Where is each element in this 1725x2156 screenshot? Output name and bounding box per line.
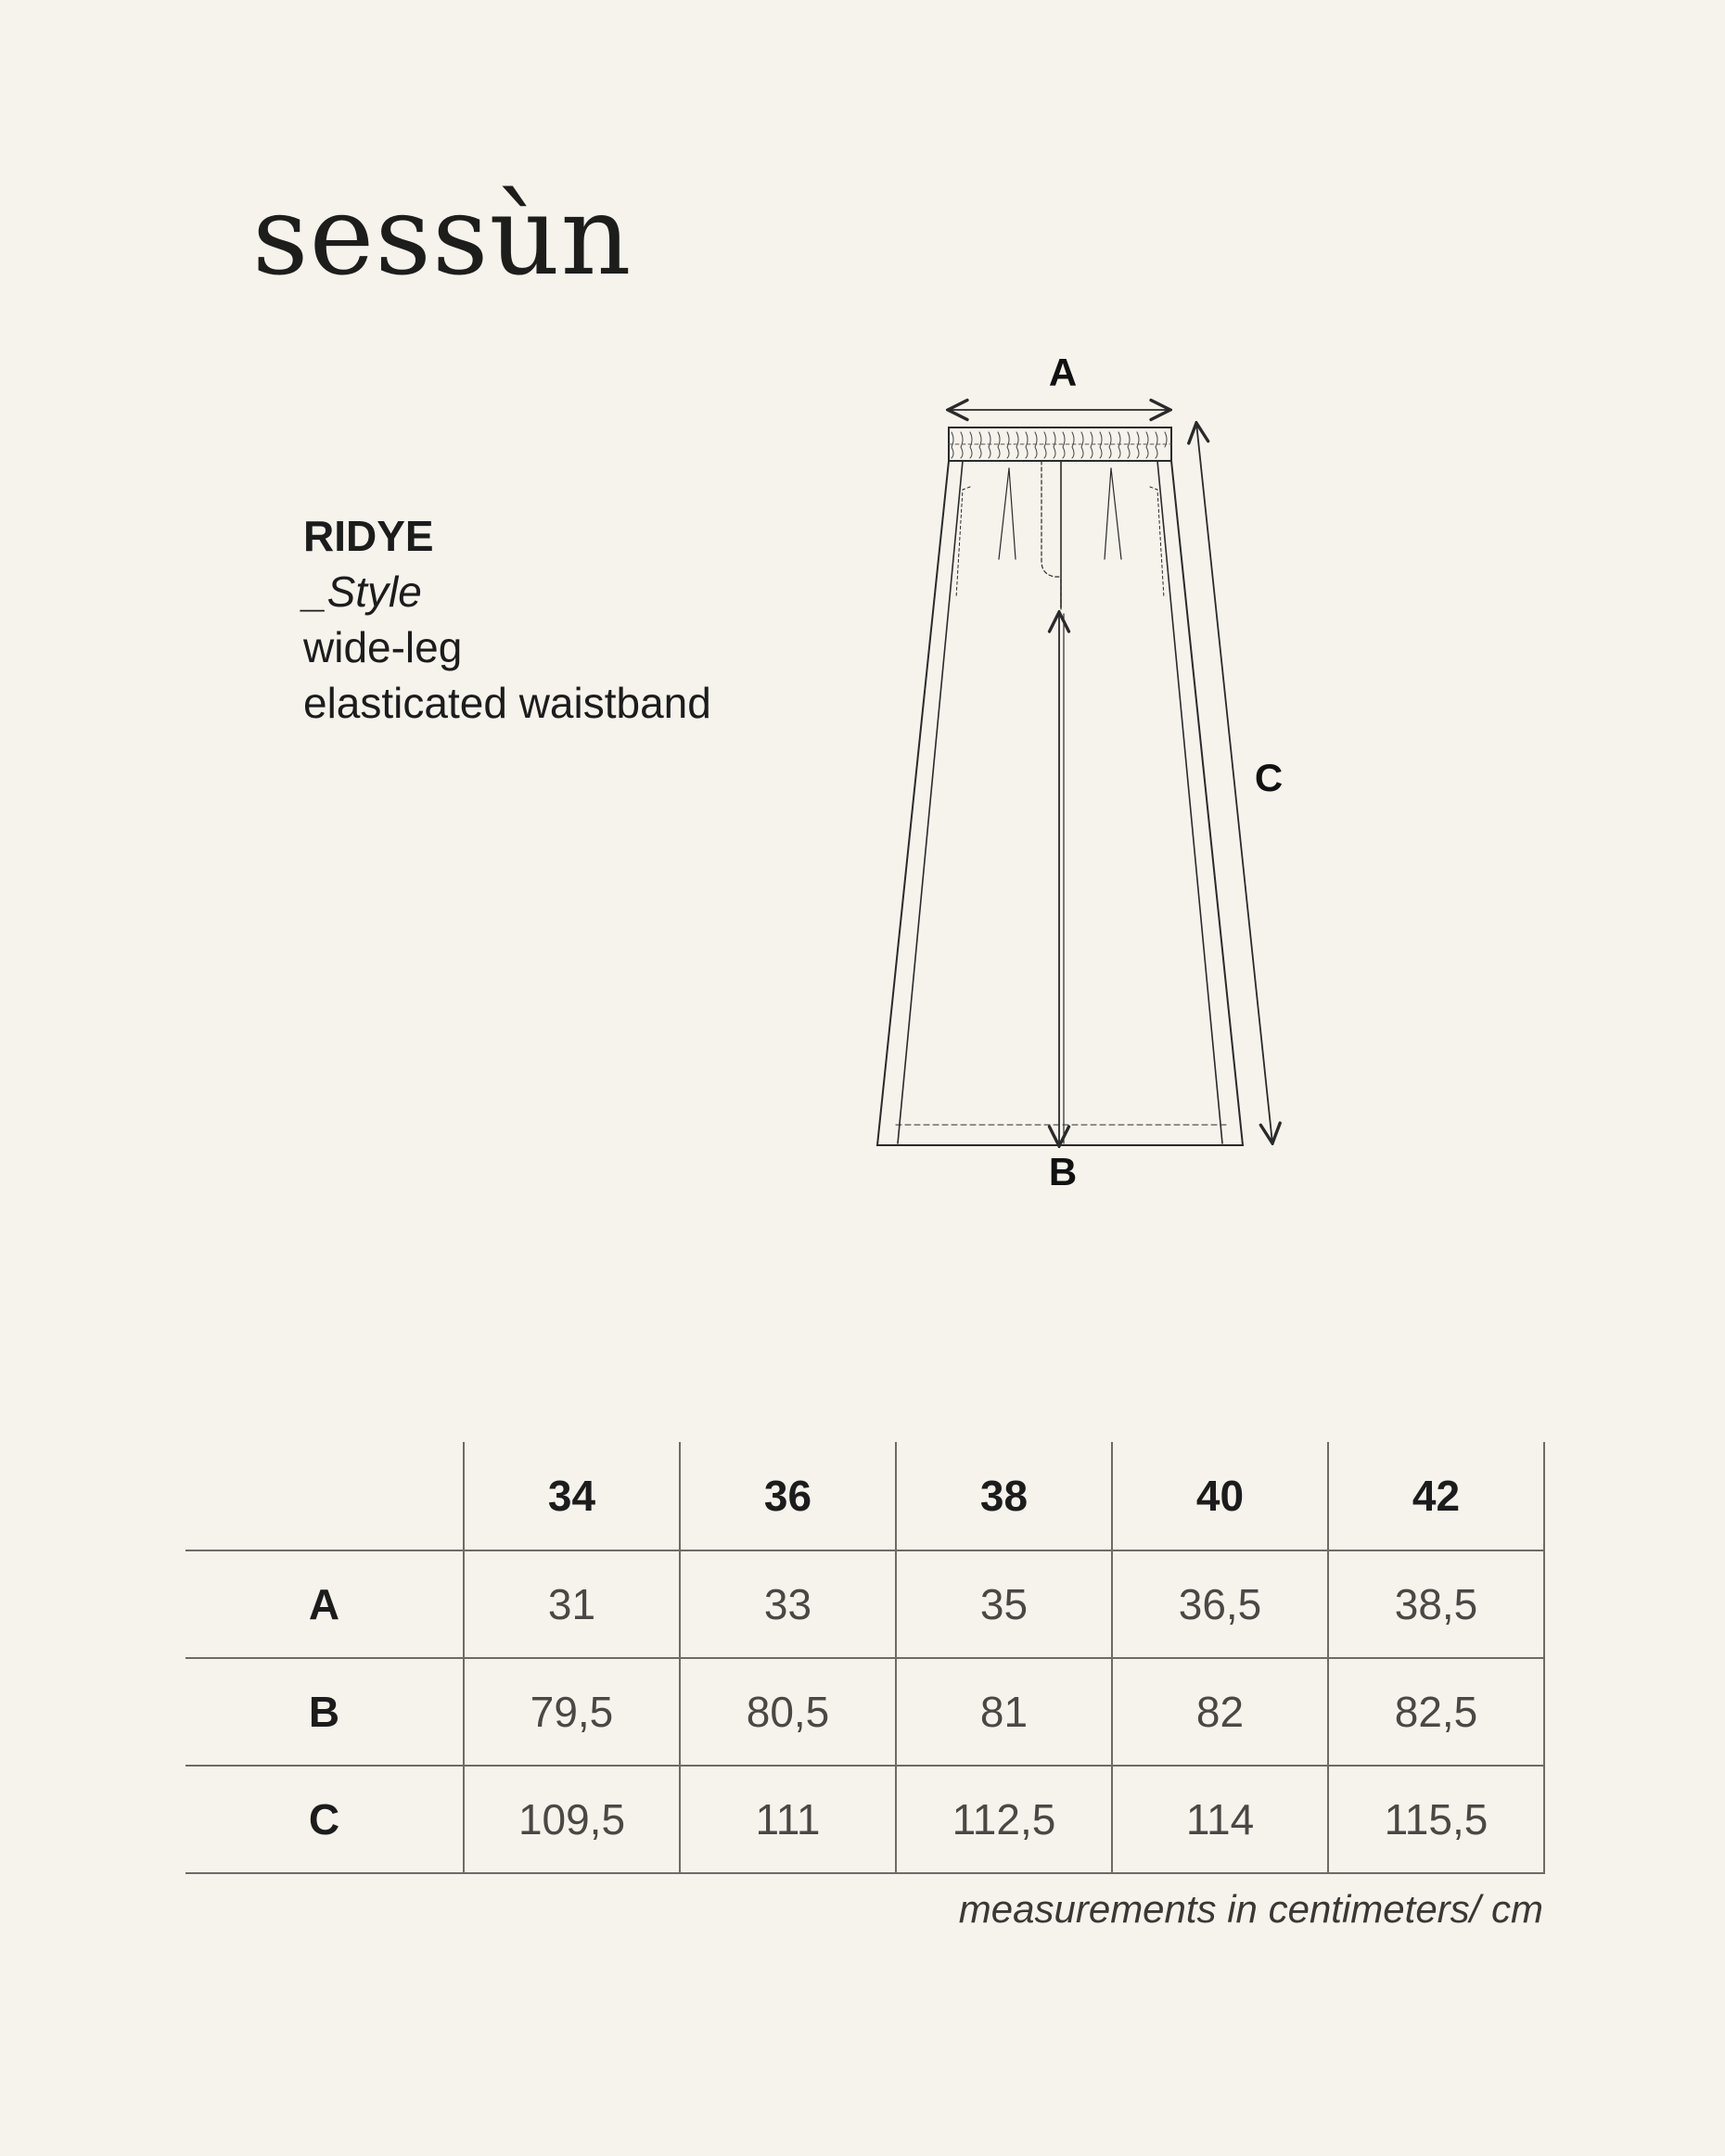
- empty-header-cell: [185, 1442, 464, 1550]
- trouser-outline: [877, 461, 1243, 1145]
- product-name: RIDYE: [303, 512, 434, 560]
- units-note: measurements in centimeters/ cm: [958, 1887, 1543, 1931]
- table-cell: 31: [464, 1550, 680, 1658]
- table-cell: 82,5: [1328, 1658, 1544, 1766]
- table-cell: 81: [896, 1658, 1112, 1766]
- table-row: [185, 1766, 1544, 1873]
- table-cell: 33: [680, 1550, 896, 1658]
- size-header-row: [185, 1442, 1544, 1550]
- feature-waistband: elasticated waistband: [303, 679, 711, 727]
- size-header: 40: [1112, 1442, 1328, 1550]
- waistband: [949, 427, 1171, 461]
- front-pleats: [999, 468, 1121, 559]
- size-header: 38: [896, 1442, 1112, 1550]
- table-cell: 36,5: [1112, 1550, 1328, 1658]
- row-label: B: [185, 1658, 464, 1766]
- fly-front: [1041, 461, 1061, 612]
- row-label: A: [185, 1550, 464, 1658]
- table-cell: 82: [1112, 1658, 1328, 1766]
- table-row: [185, 1550, 1544, 1658]
- measure-a-label: A: [1048, 352, 1078, 394]
- table-cell: 35: [896, 1550, 1112, 1658]
- measure-b-label: B: [1048, 1150, 1078, 1193]
- brand-logo: sessùn: [252, 172, 632, 300]
- table-cell: 112,5: [896, 1766, 1112, 1873]
- table-cell: 79,5: [464, 1658, 680, 1766]
- trousers-technical-drawing: [853, 352, 1335, 1206]
- table-cell: 38,5: [1328, 1550, 1544, 1658]
- style-label: _Style: [303, 568, 422, 616]
- size-header: 36: [680, 1442, 896, 1550]
- size-header: 34: [464, 1442, 680, 1550]
- table-cell: 114: [1112, 1766, 1328, 1873]
- table-cell: 111: [680, 1766, 896, 1873]
- table-cell: 109,5: [464, 1766, 680, 1873]
- measure-b-arrow: [1059, 612, 1064, 1146]
- table-cell: 80,5: [680, 1658, 896, 1766]
- size-chart-table: [185, 1442, 1545, 1874]
- side-pockets: [956, 487, 1164, 598]
- feature-wide-leg: wide-leg: [303, 623, 463, 671]
- table-row: [185, 1658, 1544, 1766]
- row-label: C: [185, 1766, 464, 1873]
- table-cell: 115,5: [1328, 1766, 1544, 1873]
- size-header: 42: [1328, 1442, 1544, 1550]
- measure-c-label: C: [1254, 756, 1284, 799]
- product-description: [303, 508, 711, 731]
